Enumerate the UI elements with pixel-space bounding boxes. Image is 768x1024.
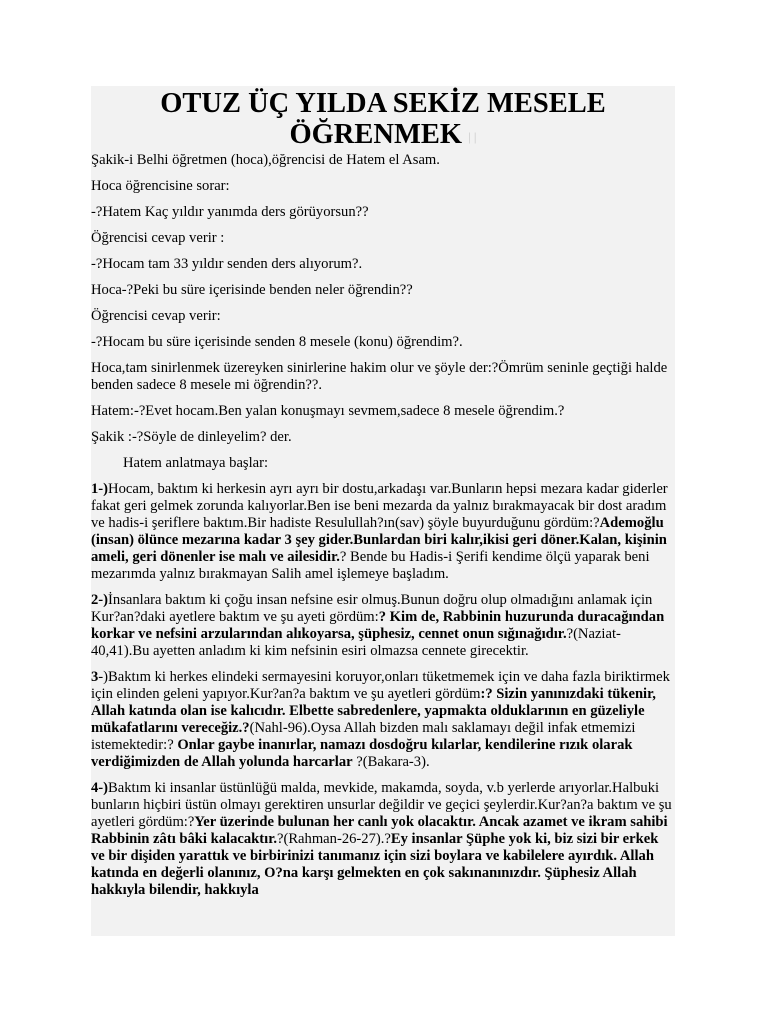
paragraph: Şakik :-?Söyle de dinleyelim? der.: [91, 428, 292, 445]
paragraph: Hatem:-?Evet hocam.Ben yalan konuşmayı sevmem,sadece 8 mesele öğrendim.?: [91, 402, 565, 419]
paragraph: -?Hatem Kaç yıldır yanımda ders görüyorsun??: [91, 203, 369, 220]
item-number: 4-): [91, 779, 109, 796]
list-item: 2-)İnsanlara baktım ki çoğu insan nefsine esir olmuş.Bunun doğru olup olmadığını anlamak için Kur?an?daki ayetlere baktım ve şu ayeti gördüm:? Kim de, Rabbinin huzurunda duracağından korkar ve nefsini arzularından alıkoyarsa, şüphesiz, cennet onun sığınağıdır.?(Naziat-40,41).Bu ayetten anladım ki kim nefsinin esiri olmazsa cennete girecektir.: [91, 591, 665, 659]
title-line-1: OTUZ ÜÇ YILDA SEKİZ MESELE: [160, 88, 606, 119]
paragraph: -?Hocam bu süre içerisinde senden 8 mesele (konu) öğrendim?.: [91, 333, 463, 350]
item-number: 3: [91, 668, 99, 685]
document-body: [91, 152, 675, 899]
page-title: [91, 86, 675, 152]
paragraph: Hoca,tam sinirlenmek üzereyken sinirlerine hakim olur ve şöyle der:?Ömrüm seninle geçtiği halde benden sadece 8 mesele mi öğrendin??.: [91, 359, 668, 393]
bookmark-marker: | |: [468, 128, 477, 144]
paragraph: -?Hocam tam 33 yıldır senden ders alıyorum?.: [91, 255, 363, 272]
paragraph-indented: Hatem anlatmaya başlar:: [123, 454, 269, 471]
paragraph: Şakik-i Belhi öğretmen (hoca),öğrencisi de Hatem el Asam.: [91, 151, 440, 168]
paragraph: Öğrencisi cevap verir:: [91, 307, 221, 324]
title-line-2: ÖĞRENMEK: [289, 119, 463, 150]
item-number: 1-): [91, 480, 109, 497]
list-item: 4-)Baktım ki insanlar üstünlüğü malda, mevkide, makamda, soyda, v.b yerlerde arıyorlar.Halbuki bunların hiçbiri üstün olmayı gerektiren unsurlar değildir ve geçici şeylerdir.Kur?an?a baktım ve şu ayetleri gördüm:?Yer üzerinde bulunan her canlı yok olacaktır. Ancak azamet ve ikram sahibi Rabbinin zâtı bâki kalacaktır.?(Rahman-26-27).?Ey insanlar Şüphe yok ki, biz sizi bir erkek ve bir dişiden yarattık ve birbirinizi tanımanız için sizi boylara ve kabilelere ayırdık. Allah katında en değerli olanınız, O?na karşı gelmekten en çok sakınanınızdır. Şüphesiz Allah hakkıyla bilendir, hakkıyla: [91, 779, 672, 898]
paragraph: Hoca öğrencisine sorar:: [91, 177, 230, 194]
document-page: [91, 86, 675, 936]
item-number: 2-): [91, 591, 109, 608]
paragraph: Hoca-?Peki bu süre içerisinde benden neler öğrendin??: [91, 281, 413, 298]
list-item: 3-)Baktım ki herkes elindeki sermayesini koruyor,onları tüketmemek için ve daha fazla biriktirmek için elinden geleni yapıyor.Kur?an?a baktım ve şu ayetleri gördüm:? Sizin yanınızdaki tükenir, Allah katında olan ise kalıcıdır. Elbette sabredenlere, yapmakta olduklarının en güzeliyle mükafatlarını vereceğiz.?(Nahl-96).Oysa Allah bizden malı saklamayı değil infak etmemizi istemektedir:? Onlar gaybe inanırlar, namazı dosdoğru kılarlar, kendilerine rızık olarak verdiğimizden de Allah yolunda harcarlar ?(Bakara-3).: [91, 668, 670, 770]
paragraph: Öğrencisi cevap verir :: [91, 229, 225, 246]
list-item: 1-)Hocam, baktım ki herkesin ayrı ayrı bir dostu,arkadaşı var.Bunların hepsi mezara kadar giderler fakat geri gelmek zorunda kalıyorlar.Ben ise beni mezarda da yalnız bırakmayacak bir dost aradım ve hadis-i şeriflere baktım.Bir hadiste Resulullah?ın(sav) şöyle buyurduğunu gördüm:?Ademoğlu (insan) ölünce mezarına kadar 3 şey gider.Bunlardan biri kalır,ikisi geri döner.Kalan, kişinin ameli, geri dönenler ise malı ve ailesidir.? Bende bu Hadis-i Şerifi kendime ölçü yaparak beni mezarımda yalnız bırakmayan Salih amel işlemeye başladım.: [91, 480, 668, 582]
